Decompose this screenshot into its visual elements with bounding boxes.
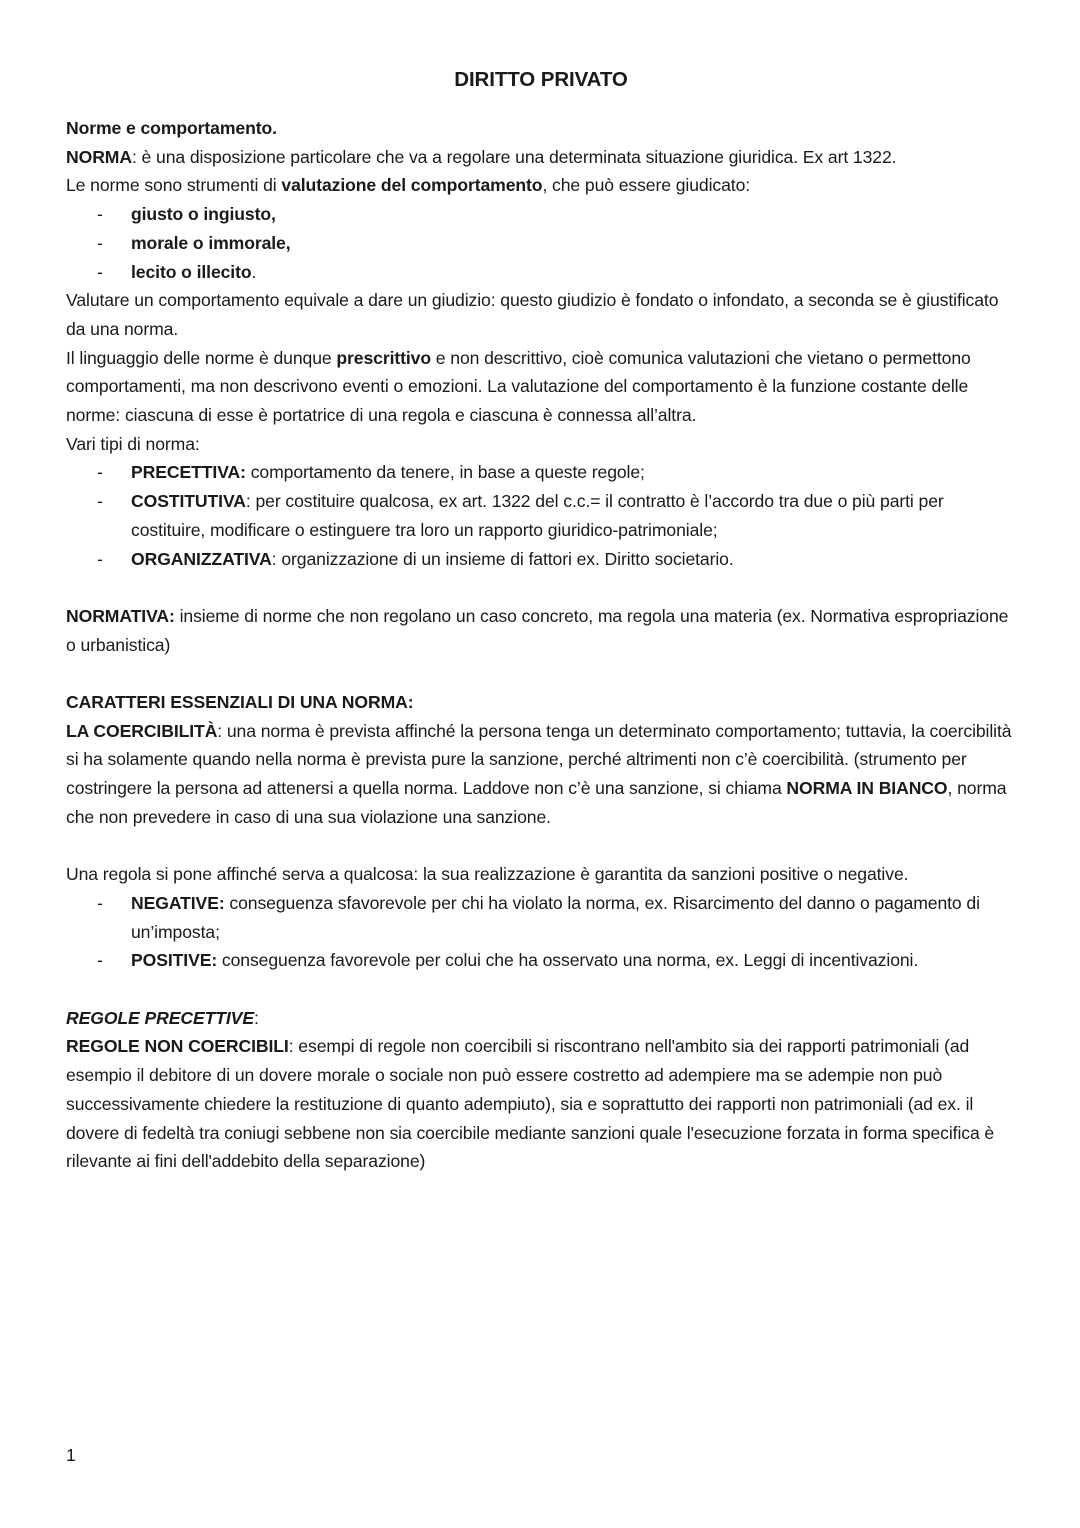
punctuation: : — [253, 1007, 259, 1028]
term-positive: POSITIVE: — [131, 950, 218, 971]
section-heading-norme — [66, 114, 1016, 143]
term-non-coercibili: REGOLE NON COERCIBILI — [66, 1036, 289, 1057]
section-heading-regole — [66, 1004, 1016, 1033]
page-title: DIRITTO PRIVATO — [454, 68, 628, 91]
term-negative: NEGATIVE: — [131, 892, 225, 913]
text: , che può essere giudicato: — [542, 175, 751, 196]
paragraph-coercibilita — [66, 717, 1016, 832]
list-item — [66, 946, 1016, 975]
paragraph-linguaggio — [66, 344, 1016, 430]
text: insieme di norme che non regolano un caso concreto, ma regola una materia (ex. Normativa espropriazione o urbanistica) — [66, 605, 1009, 655]
spacer — [66, 659, 1016, 688]
spacer — [66, 975, 1016, 1004]
list-item — [66, 200, 1016, 229]
term-valutazione: valutazione del comportamento — [281, 175, 543, 196]
punctuation: . — [251, 261, 257, 282]
list-item — [66, 889, 1016, 946]
list-item-text: comportamento da tenere, in base a queste regole; — [245, 462, 645, 483]
norma-definition: : è una disposizione particolare che va a regolare una determinata situazione giuridica. Ex art 1322. — [131, 146, 897, 167]
judgement-list — [66, 200, 1016, 286]
term-organizzativa: ORGANIZZATIVA — [131, 548, 272, 569]
list-item — [66, 487, 1016, 544]
document-body — [66, 64, 1016, 1176]
text: Il linguaggio delle norme è dunque — [66, 347, 337, 368]
sanctions-list — [66, 889, 1016, 975]
paragraph-non-coercibili — [66, 1032, 1016, 1176]
paragraph-valutazione — [66, 171, 1016, 200]
list-item — [66, 545, 1016, 574]
list-item-text: giusto o ingiusto, — [131, 204, 276, 225]
text: , norma che non prevedere in caso di una sua violazione una sanzione. — [66, 778, 1007, 827]
list-item-text: conseguenza sfavorevole per chi ha violato la norma, ex. Risarcimento del danno o pagamento di un’imposta; — [131, 892, 980, 942]
section-heading-caratteri — [66, 688, 1016, 717]
paragraph-sanzioni: Una regola si pone affinché serva a qualcosa: la sua realizzazione è garantita da sanzioni positive o negative. — [66, 864, 909, 885]
heading-text: REGOLE PRECETTIVE — [66, 1007, 254, 1028]
spacer — [66, 573, 1016, 602]
text: Le norme sono strumenti di — [66, 175, 282, 196]
spacer — [66, 832, 1016, 861]
page-number: 1 — [66, 1445, 76, 1465]
term-precettiva: PRECETTIVA: — [131, 462, 246, 483]
term-costitutiva: COSTITUTIVA — [131, 491, 246, 512]
text: : esempi di regole non coercibili si riscontrano nell'ambito sia dei rapporti patrimoniali (ad esempio il debitore di un dovere morale o sociale non può essere costretto ad adempiere ma se adempie non può successivamente chiedere la restituzione di quanto adempiuto), sia e soprattutto dei rapporti non patrimoniali (ad ex. il dovere di fedeltà tra coniugi sebbene non sia coercibile mediante sanzioni quale l'esecuzione forzata in forma specifica è rilevante ai fini dell'addebito della separazione) — [66, 1036, 995, 1172]
paragraph-tipi: Vari tipi di norma: — [66, 433, 200, 454]
list-item-text: : per costituire qualcosa, ex art. 1322 del c.c.= il contratto è l’accordo tra due o più parti per costituire, modificare o estinguere tra loro un rapporto giuridico-patrimoniale; — [131, 491, 944, 540]
list-item — [66, 458, 1016, 487]
term-norma-in-bianco: NORMA IN BIANCO — [786, 778, 948, 799]
paragraph-normativa — [66, 602, 1016, 659]
heading-text: Norme e comportamento. — [66, 118, 277, 138]
norm-types-list — [66, 458, 1016, 573]
term-norma: NORMA — [66, 146, 132, 167]
text: e non descrittivo, cioè comunica valutazioni che vietano o permettono comportamenti, ma non descrivono eventi o emozioni. La valutazione del comportamento è la funzione costante delle norme: ciascuna di esse è portatrice di una regola e ciascuna è connessa all’altra. — [66, 347, 971, 426]
text: : una norma è prevista affinché la persona tenga un determinato comportamento; tuttavia, la coercibilità si ha solamente quando nella norma è prevista pure la sanzione, perché altrimenti non c’è coercibilità. (strumento per costringere la persona ad attenersi a quella norma. Laddove non c’è una sanzione, si chiama — [66, 720, 1012, 799]
term-coercibilita: LA COERCIBILITÀ — [66, 720, 218, 741]
list-item — [66, 229, 1016, 258]
term-normativa: NORMATIVA: — [66, 605, 175, 626]
paragraph-norma — [66, 143, 1016, 172]
list-item — [66, 258, 1016, 287]
heading-text: CARATTERI ESSENZIALI DI UNA NORMA: — [66, 692, 414, 713]
term-prescrittivo: prescrittivo — [336, 347, 432, 368]
paragraph-giudizio: Valutare un comportamento equivale a dare un giudizio: questo giudizio è fondato o infondato, a seconda se è giustificato da una norma. — [66, 290, 999, 339]
list-item-text: morale o immorale, — [131, 232, 291, 253]
list-item-text: : organizzazione di un insieme di fattori ex. Diritto societario. — [271, 548, 734, 569]
list-item-text: conseguenza favorevole per colui che ha osservato una norma, ex. Leggi di incentivazioni. — [217, 950, 919, 971]
list-item-text: lecito o illecito — [131, 261, 252, 282]
